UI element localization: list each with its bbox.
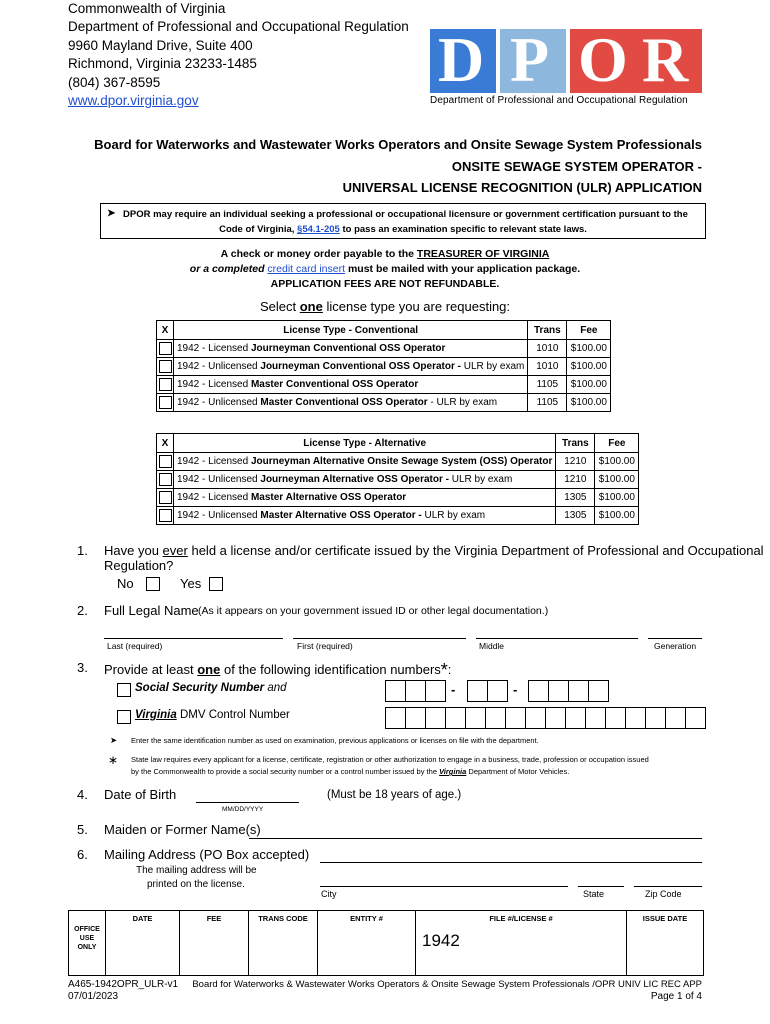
office-entity-col: ENTITY #	[317, 911, 415, 976]
phone-number: (804) 367-8595	[68, 74, 161, 90]
asterisk-icon: *	[440, 660, 448, 680]
dpor-logo	[430, 24, 702, 111]
q3-text: Provide at least one of the following identification numbers*:	[104, 660, 452, 680]
license-checkbox[interactable]	[159, 455, 172, 468]
q1-yes-checkbox[interactable]	[209, 577, 223, 591]
logo-subtitle: Department of Professional and Occupational Regulation	[430, 95, 688, 106]
license-checkbox[interactable]	[159, 396, 172, 409]
middle-name-field[interactable]	[476, 626, 638, 639]
logo-letter-o: O	[578, 24, 628, 95]
office-fee-col: FEE	[179, 911, 248, 976]
q1-no-label: No	[117, 576, 134, 591]
table-row: 1942 - Licensed Journeyman Conventional OSS Operator 1010 $100.00	[157, 340, 611, 358]
license-checkbox[interactable]	[159, 491, 172, 504]
table-header: X License Type - Conventional Trans Fee	[157, 321, 611, 340]
q6-number: 6.	[77, 847, 88, 862]
table-row: 1942 - Unlicensed Master Conventional OSS Operator - ULR by exam 1105 $100.00	[157, 394, 611, 412]
q2-hint: (As it appears on your government issued ID or other legal documentation.)	[198, 605, 549, 617]
table-header: X License Type - Alternative Trans Fee	[157, 434, 639, 453]
agency-name: Commonwealth of Virginia	[68, 1, 226, 16]
table-row: 1942 - Licensed Master Conventional OSS Operator 1105 $100.00	[157, 376, 611, 394]
q1-number: 1.	[77, 543, 88, 558]
office-license-code: 1942	[422, 931, 460, 950]
payment-line3: APPLICATION FEES ARE NOT REFUNDABLE.	[270, 278, 500, 290]
q4-label: Date of Birth	[104, 787, 177, 802]
website-link[interactable]: www.dpor.virginia.gov	[68, 93, 199, 109]
footer-board-name: Board for Waterworks & Wastewater Works Operators & Onsite Sewage System Professionals /OPR UNIV LIC REC APP	[192, 979, 702, 990]
form-date: 07/01/2023	[68, 991, 119, 1002]
street-address: 9960 Mayland Drive, Suite 400	[68, 37, 253, 53]
notice-text2: Code of Virginia, §54.1-205 to pass an examination specific to relevant state laws.	[219, 224, 587, 235]
q1-yes-label: Yes	[180, 576, 202, 591]
select-license-instruction: Select one license type you are requesting:	[259, 299, 511, 314]
q3-note1: Enter the same identification number as used on examination, previous applications or licenses on file with the department.	[131, 736, 539, 745]
date-of-birth-field[interactable]	[196, 790, 299, 803]
office-trans-col: TRANS CODE	[248, 911, 317, 976]
payment-line2: or a completed credit card insert must be mailed with your application package.	[189, 263, 581, 275]
zip-code-label: Zip Code	[645, 889, 682, 899]
dmv-input-boxes[interactable]	[385, 707, 705, 729]
logo-letter-d: D	[438, 24, 485, 95]
q1-text: Have you ever held a license and/or certificate issued by the Virginia Department of Professional and Occupational	[104, 543, 764, 558]
q4-note: (Must be 18 years of age.)	[327, 789, 462, 801]
q6-label: Mailing Address (PO Box accepted)	[104, 847, 310, 862]
form-number: A465-1942OPR_ULR-v1	[68, 979, 179, 990]
form-title-line2: ONSITE SEWAGE SYSTEM OPERATOR -	[451, 159, 702, 174]
q6-note1: The mailing address will be	[136, 865, 257, 876]
notice-box	[100, 203, 706, 239]
q2-label: Full Legal Name	[104, 603, 199, 618]
table-row: 1942 - Licensed Journeyman Alternative Onsite Sewage System (OSS) Operator 1210 $100.00	[157, 453, 639, 471]
payee: TREASURER OF VIRGINIA	[416, 248, 550, 260]
city-label: City	[321, 889, 337, 899]
department-name: Department of Professional and Occupational Regulation	[68, 19, 409, 35]
q1-text-line2: Regulation?	[104, 558, 174, 573]
q1-no-checkbox[interactable]	[146, 577, 160, 591]
asterisk-icon: ∗	[108, 753, 119, 767]
conventional-license-table	[156, 320, 611, 412]
dmv-label: Virginia DMV Control Number	[135, 709, 290, 721]
license-checkbox[interactable]	[159, 378, 172, 391]
arrow-bullet-icon: ➤	[110, 735, 118, 745]
city-field[interactable]	[320, 874, 568, 887]
generation-label: Generation	[654, 641, 697, 651]
last-name-label: Last (required)	[107, 641, 163, 651]
table-row: 1942 - Licensed Master Alternative OSS Operator 1305 $100.00	[157, 489, 639, 507]
ssn-input-boxes[interactable]: - -	[385, 680, 705, 702]
agency-address	[68, 0, 409, 110]
former-name-field[interactable]	[249, 826, 702, 839]
dob-format-label: MM/DD/YYYY	[222, 806, 264, 813]
logo-letter-r: R	[642, 24, 689, 95]
payment-line1: A check or money order payable to the TREASURER OF VIRGINIA	[220, 248, 550, 260]
code-section-link[interactable]: §54.1-205	[297, 224, 340, 235]
page-number: Page 1 of 4	[650, 991, 702, 1002]
city-address: Richmond, Virginia 23233-1485	[68, 56, 257, 72]
arrow-bullet-icon: ➤	[107, 208, 116, 219]
license-checkbox[interactable]	[159, 360, 172, 373]
table-row: 1942 - Unlicensed Master Alternative OSS Operator - ULR by exam 1305 $100.00	[157, 507, 639, 525]
license-checkbox[interactable]	[159, 473, 172, 486]
license-checkbox[interactable]	[159, 342, 172, 355]
q3-note2b: by the Commonwealth to provide a social security number or a control number issued by the Virginia Department of Motor Vehicles.	[131, 767, 570, 776]
office-date-col: DATE	[105, 911, 179, 976]
ssn-label: Social Security Number and	[135, 682, 287, 694]
notice-text1: DPOR may require an individual seeking a professional or occupational licensure or government certification pursuant to the	[123, 209, 688, 220]
middle-name-label: Middle	[479, 641, 505, 651]
table-row: 1942 - Unlicensed Journeyman Alternative OSS Operator - ULR by exam 1210 $100.00	[157, 471, 639, 489]
last-name-field[interactable]	[104, 626, 283, 639]
board-title: Board for Waterworks and Wastewater Works Operators and Onsite Sewage System Professionals	[94, 137, 702, 152]
office-use-only-box	[68, 910, 704, 976]
state-field[interactable]	[578, 874, 624, 887]
q5-number: 5.	[77, 822, 88, 837]
mailing-address-field[interactable]	[320, 850, 702, 863]
logo-block-p	[500, 24, 566, 95]
q4-number: 4.	[77, 787, 88, 802]
office-file-col: FILE #/LICENSE # 1942	[415, 911, 626, 976]
logo-block-d	[430, 24, 496, 95]
state-label: State	[583, 889, 605, 899]
form-title-line3: UNIVERSAL LICENSE RECOGNITION (ULR) APPLICATION	[342, 180, 702, 195]
q5-label: Maiden or Former Name(s)	[104, 822, 261, 837]
q3-note2a: State law requires every applicant for a license, certificate, registration or other authorization to engage in a business, trade, profession or occupation issued	[131, 755, 649, 764]
office-issue-date-col: ISSUE DATE	[626, 911, 703, 976]
first-name-field[interactable]	[293, 626, 466, 639]
dmv-checkbox[interactable]	[117, 710, 131, 724]
q3-number: 3.	[77, 660, 88, 675]
table-row: 1942 - Unlicensed Journeyman Conventional OSS Operator - ULR by exam 1010 $100.00	[157, 358, 611, 376]
credit-card-insert-link[interactable]: credit card insert	[267, 263, 346, 275]
zip-code-field[interactable]	[634, 874, 702, 887]
generation-field[interactable]	[648, 626, 702, 639]
logo-block-or	[570, 24, 702, 95]
office-use-label: OFFICE USE ONLY	[74, 926, 100, 951]
ssn-checkbox[interactable]	[117, 683, 131, 697]
q2-number: 2.	[77, 603, 88, 618]
license-checkbox[interactable]	[159, 509, 172, 522]
q6-note2: printed on the license.	[147, 879, 245, 890]
alternative-license-table	[156, 433, 639, 525]
logo-letter-p: P	[510, 24, 550, 95]
first-name-label: First (required)	[297, 641, 353, 651]
